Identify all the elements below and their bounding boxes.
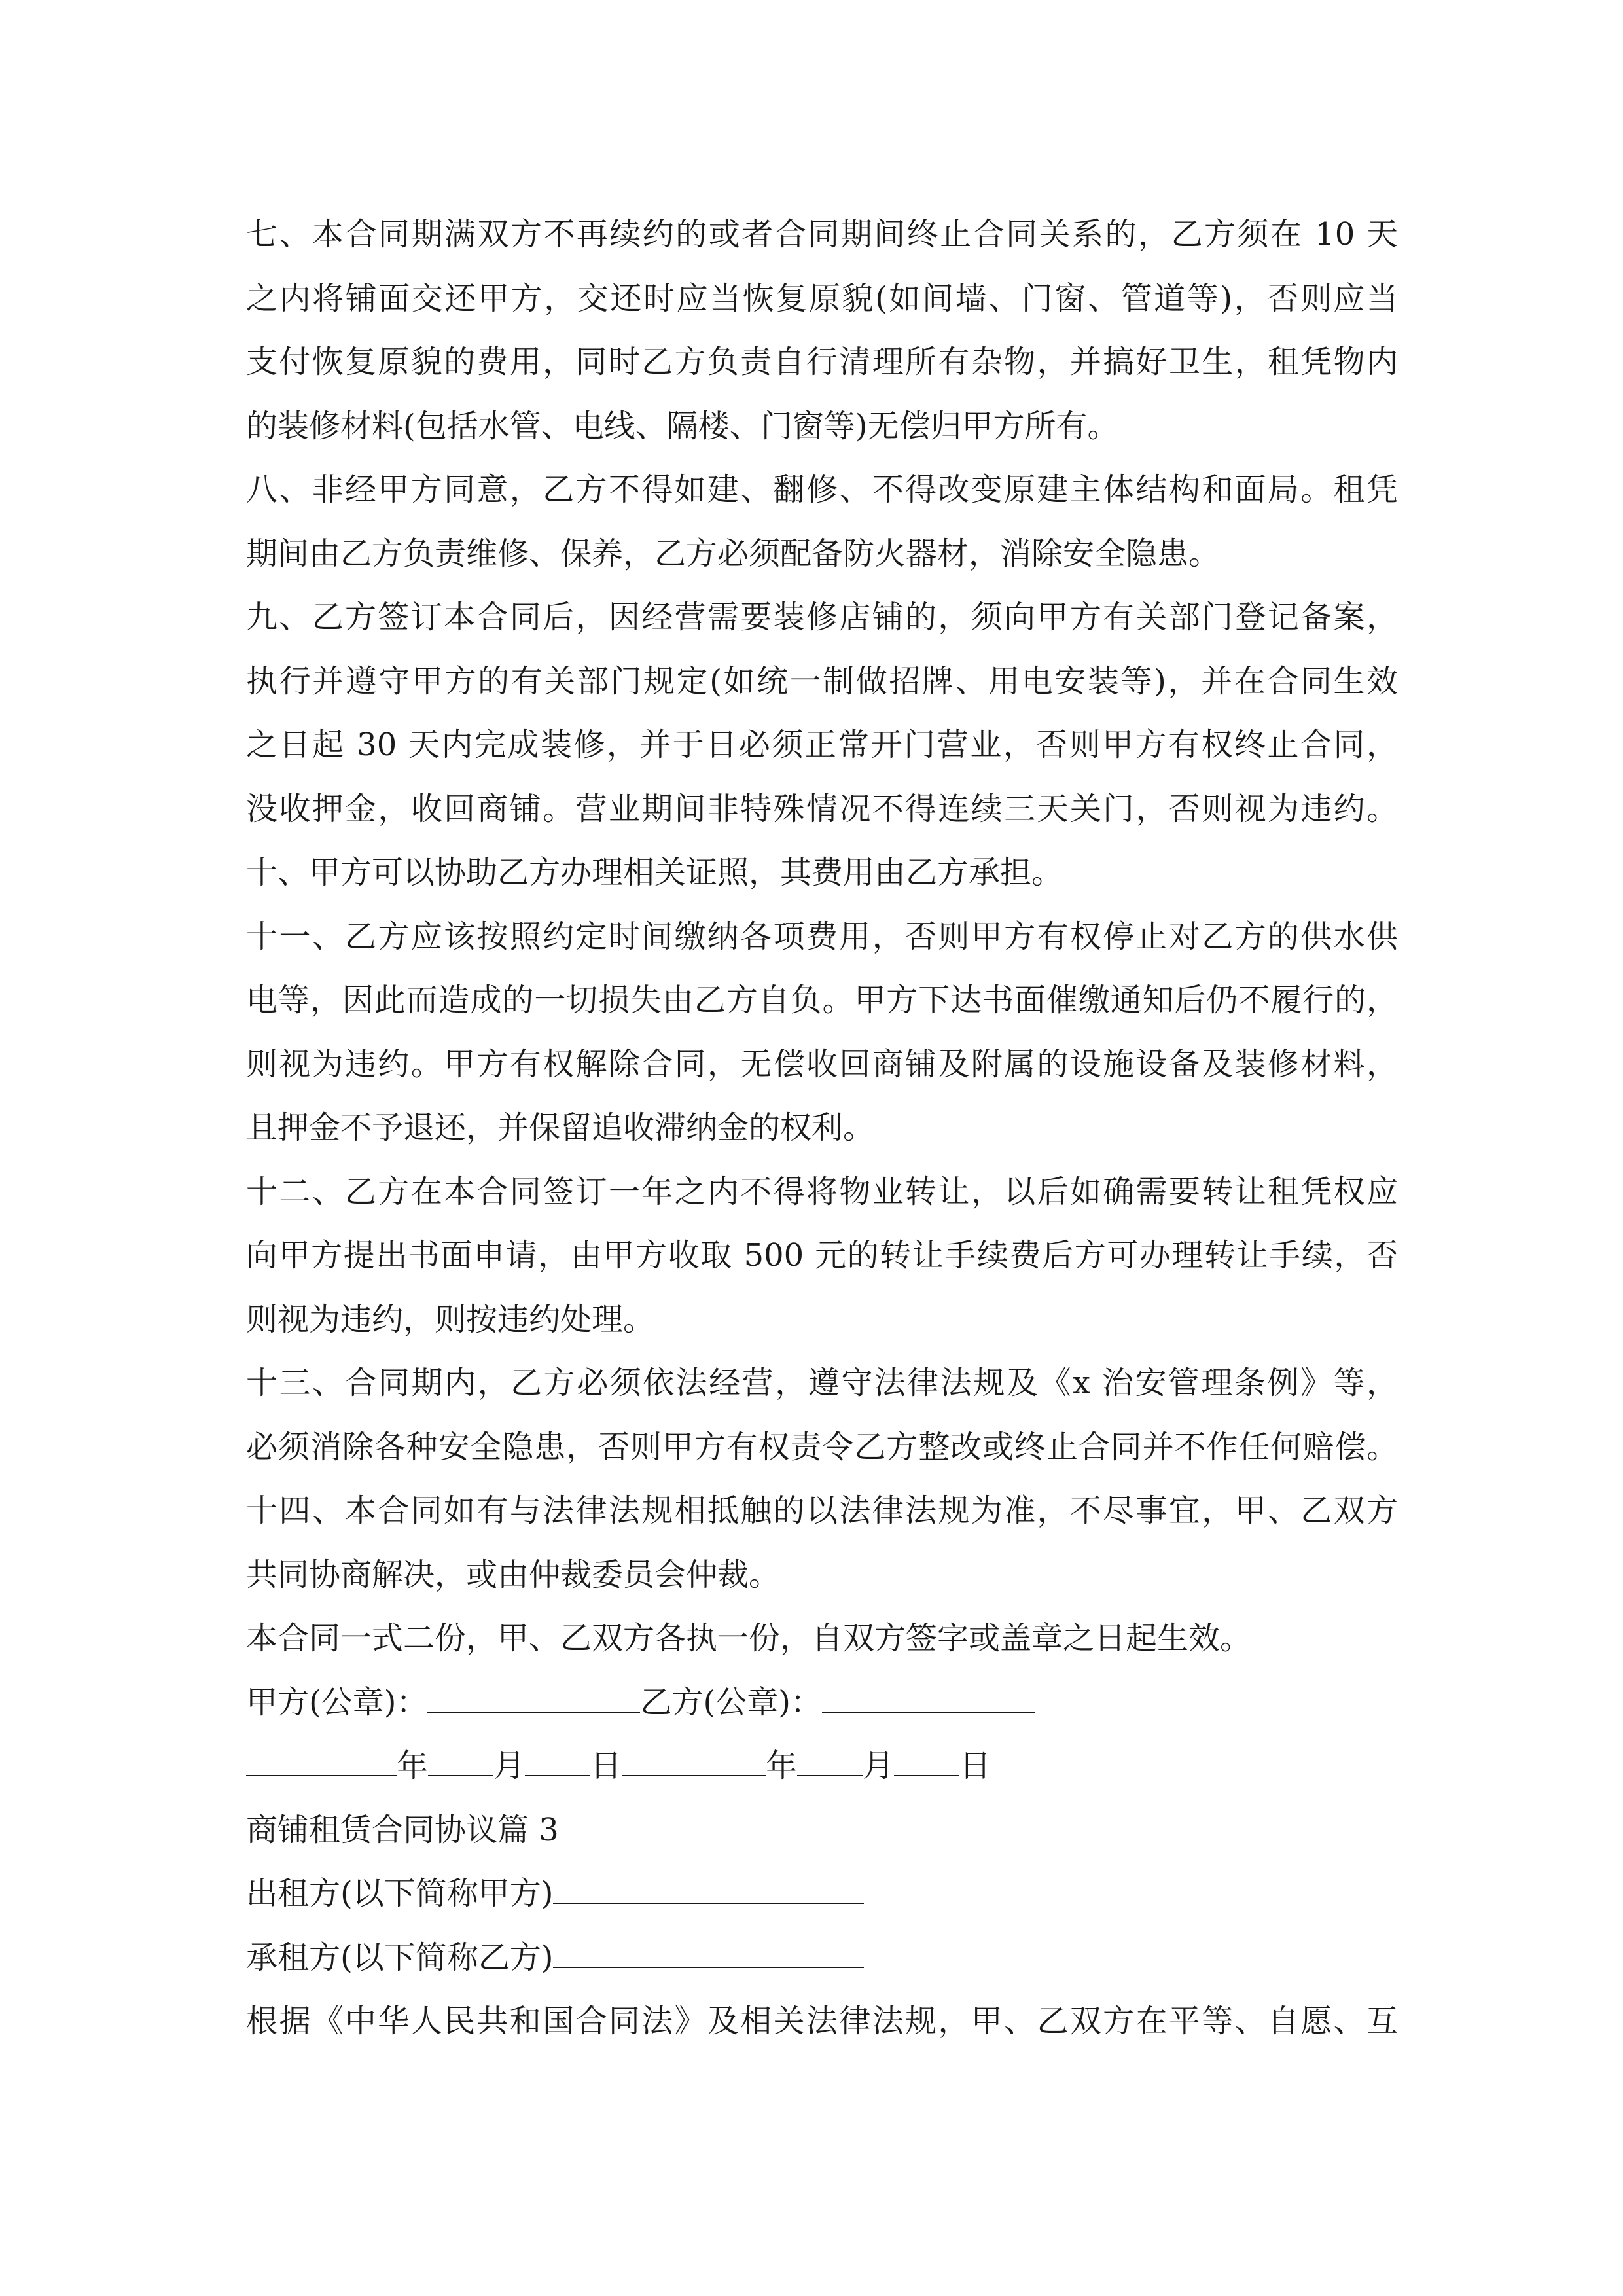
month-label: 月 xyxy=(863,1748,895,1784)
text-line: 没收押金，收回商铺。营业期间非特殊情况不得连续三天关门，否则视为违约。 xyxy=(246,790,1398,827)
document-body xyxy=(246,203,1398,2054)
party-b-label: 乙方(公章)： xyxy=(640,1683,822,1721)
text-line: 七、本合同期满双方不再续约的或者合同期间终止合同关系的，乙方须在 10 天 xyxy=(246,216,1398,253)
text-line: 十一、乙方应该按照约定时间缴纳各项费用，否则甲方有权停止对乙方的供水供 xyxy=(246,918,1398,955)
lessor-label: 出租方(以下简称甲方) xyxy=(246,1875,554,1912)
text-line: 期间由乙方负责维修、保养，乙方必须配备防火器材，消除安全隐患。 xyxy=(246,535,1221,572)
day-blank xyxy=(894,1750,959,1776)
text-line: 之内将铺面交还甲方，交还时应当恢复原貌(如间墙、门窗、管道等)，否则应当 xyxy=(246,279,1398,317)
text-line: 九、乙方签订本合同后，因经营需要装修店铺的，须向甲方有关部门登记备案， xyxy=(246,599,1398,636)
year-label: 年 xyxy=(397,1748,429,1784)
text-line: 十四、本合同如有与法律法规相抵触的以法律法规为准，不尽事宜，甲、乙双方 xyxy=(246,1492,1398,1529)
text-line: 十三、合同期内，乙方必须依法经营，遵守法律法规及《x 治安管理条例》等， xyxy=(246,1365,1398,1401)
month-blank xyxy=(428,1750,493,1776)
date-line xyxy=(246,1734,1398,1799)
section-title: 商铺租赁合同协议篇 3 xyxy=(246,1811,559,1848)
lessee-label: 承租方(以下简称乙方) xyxy=(246,1939,554,1976)
signature-line xyxy=(246,1671,1398,1735)
lessor-line xyxy=(246,1862,1398,1926)
year-label: 年 xyxy=(766,1748,798,1784)
year-blank xyxy=(246,1750,397,1776)
day-blank xyxy=(525,1750,590,1776)
text-line: 十二、乙方在本合同签订一年之内不得将物业转让，以后如确需要转让租凭权应 xyxy=(246,1173,1398,1210)
text-line: 共同协商解决，或由仲裁委员会仲裁。 xyxy=(246,1556,781,1593)
text-line: 十、甲方可以协助乙方办理相关证照，其费用由乙方承担。 xyxy=(246,854,1063,891)
text-line: 本合同一式二份，甲、乙双方各执一份，自双方签字或盖章之日起生效。 xyxy=(246,1620,1252,1657)
text-line: 执行并遵守甲方的有关部门规定(如统一制做招牌、用电安装等)，并在合同生效 xyxy=(246,662,1398,700)
day-label: 日 xyxy=(959,1748,991,1784)
text-line: 之日起 30 天内完成装修，并于日必须正常开门营业，否则甲方有权终止合同， xyxy=(246,726,1398,763)
text-line: 必须消除各种安全隐患，否则甲方有权责令乙方整改或终止合同并不作任何赔偿。 xyxy=(246,1428,1398,1465)
party-b-blank xyxy=(822,1687,1035,1713)
month-label: 月 xyxy=(493,1748,526,1784)
text-line: 八、非经甲方同意，乙方不得如建、翻修、不得改变原建主体结构和面局。租凭 xyxy=(246,471,1398,508)
year-blank xyxy=(622,1750,766,1776)
party-a-blank xyxy=(427,1687,640,1713)
text-line: 支付恢复原貌的费用，同时乙方负责自行清理所有杂物，并搞好卫生，租凭物内 xyxy=(246,344,1398,380)
lessor-blank xyxy=(553,1878,864,1904)
month-blank xyxy=(797,1750,863,1776)
text-line: 则视为违约。甲方有权解除合同，无偿收回商铺及附属的设施设备及装修材料， xyxy=(246,1045,1398,1083)
lessee-line xyxy=(246,1926,1398,1990)
lessee-blank xyxy=(553,1942,864,1968)
party-a-label: 甲方(公章)： xyxy=(246,1683,428,1721)
text-line: 的装修材料(包括水管、电线、隔楼、门窗等)无偿归甲方所有。 xyxy=(246,407,1119,444)
text-line: 则视为违约，则按违约处理。 xyxy=(246,1300,655,1338)
day-label: 日 xyxy=(590,1748,622,1784)
text-line: 向甲方提出书面申请，由甲方收取 500 元的转让手续费后方可办理转让手续，否 xyxy=(246,1237,1398,1274)
text-line: 根据《中华人民共和国合同法》及相关法律法规，甲、乙双方在平等、自愿、互 xyxy=(246,2003,1398,2039)
text-line: 电等，因此而造成的一切损失由乙方自负。甲方下达书面催缴通知后仍不履行的， xyxy=(246,982,1398,1018)
text-line: 且押金不予退还，并保留追收滞纳金的权利。 xyxy=(246,1109,875,1146)
